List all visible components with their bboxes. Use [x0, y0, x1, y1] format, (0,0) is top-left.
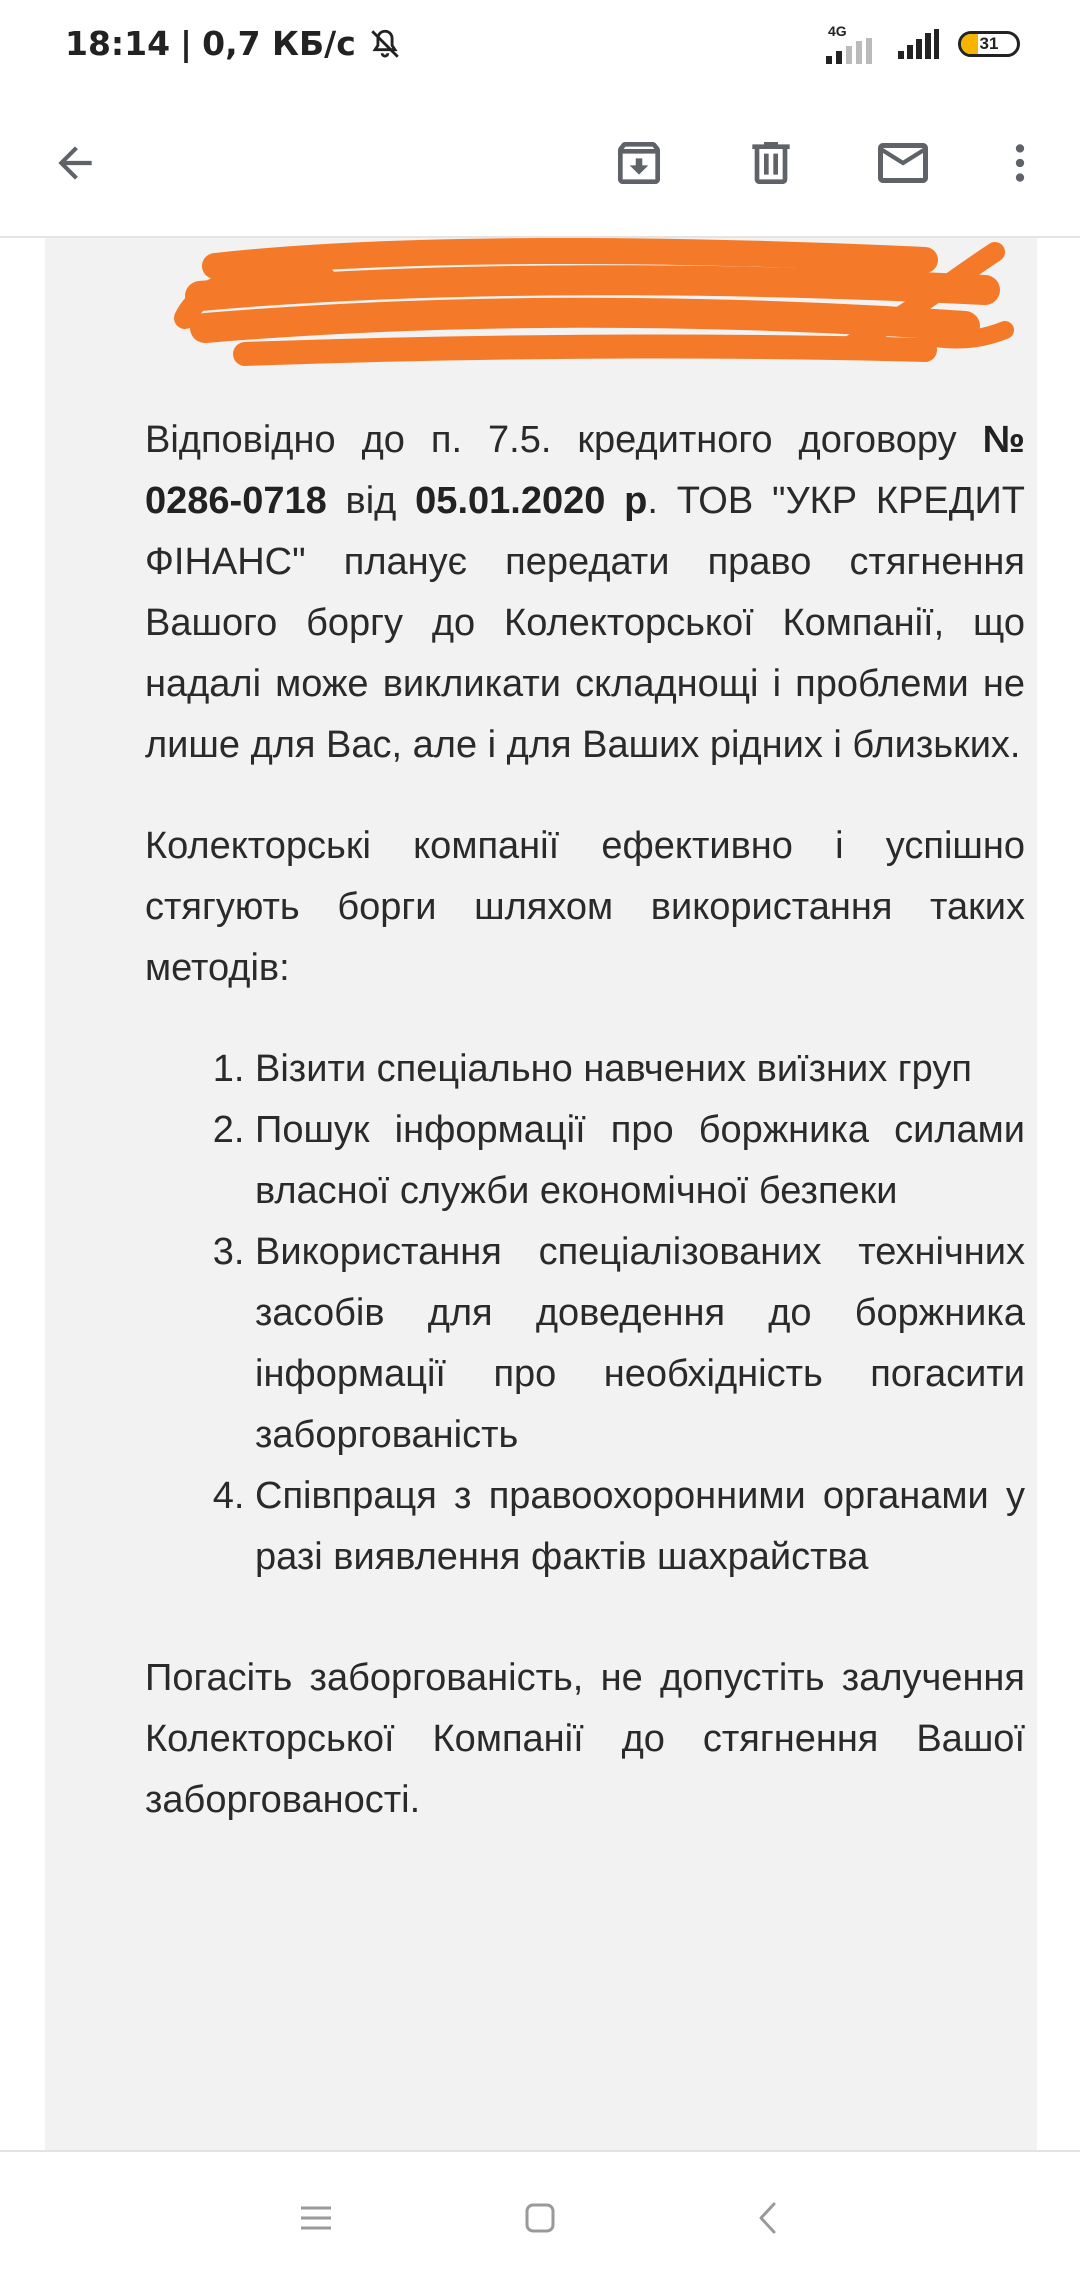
- p1-text-end: . ТОВ "УКР КРЕДИТ ФІНАНС" планує передати право стягнення Вашого боргу до Колекторської Компанії, що надалі може викликати складнощі і проблеми не лише для Вас, але і для Ваших рідних і близьких.: [145, 480, 1025, 766]
- more-vert-icon[interactable]: [985, 128, 1055, 198]
- list-item: 2. Пошук інформації про боржника силами власної служби економічної безпеки: [255, 1100, 1025, 1222]
- signal-icon: [896, 29, 940, 59]
- p1-text-from: від: [326, 480, 416, 522]
- list-item: 3. Використання спеціалізованих технічних засобів для доведення до боржника інформації про необхідність погасити заборгованість: [255, 1222, 1025, 1466]
- redaction-scribble: [145, 238, 1025, 378]
- status-left: [65, 24, 402, 63]
- home-icon[interactable]: [510, 2188, 570, 2248]
- contract-date: 05.01.2020 р: [415, 480, 648, 522]
- list-item: 4. Співпраця з правоохоронними органами у разі виявлення фактів шахрайства: [255, 1466, 1025, 1588]
- status-speed: 0,7 КБ/с: [202, 24, 356, 63]
- email-content[interactable]: [0, 238, 1080, 2150]
- mark-unread-icon[interactable]: [868, 128, 938, 198]
- mute-bell-icon: [368, 27, 402, 61]
- p1-text-start: Відповідно до п. 7.5. кредитного договору: [145, 419, 983, 461]
- list-item: 1. Візити спеціально навчених виїзних груп: [255, 1039, 1025, 1100]
- email-body: [145, 410, 1025, 1871]
- back-icon[interactable]: [738, 2188, 798, 2248]
- battery-fill: [961, 34, 978, 54]
- methods-list: [145, 1039, 1025, 1588]
- archive-icon[interactable]: [604, 128, 674, 198]
- back-arrow-icon[interactable]: [40, 128, 110, 198]
- paragraph-call-to-action: Погасіть заборгованість, не допустіть залучення Колекторської Компанії до стягнення Вашої заборгованості.: [145, 1657, 1025, 1821]
- email-message-card: [45, 238, 1037, 2150]
- paragraph-transfer-notice: [145, 410, 1025, 776]
- battery-level: 31: [979, 34, 999, 53]
- network-label: 4G: [828, 23, 847, 39]
- signal-4g-icon: [824, 24, 878, 64]
- battery-icon: [958, 31, 1020, 57]
- delete-icon[interactable]: [736, 128, 806, 198]
- status-separator: |: [180, 24, 193, 63]
- email-toolbar: [0, 90, 1080, 238]
- status-bar: [0, 0, 1080, 90]
- status-right: [824, 24, 1020, 64]
- status-time: 18:14: [65, 24, 171, 63]
- menu-icon[interactable]: [286, 2188, 346, 2248]
- contract-number: № 0286-0718: [145, 419, 1025, 522]
- paragraph-methods-intro: Колекторські компанії ефективно і успішно стягують борги шляхом використання таких методів:: [145, 825, 1025, 989]
- system-nav-bar: [0, 2150, 1080, 2282]
